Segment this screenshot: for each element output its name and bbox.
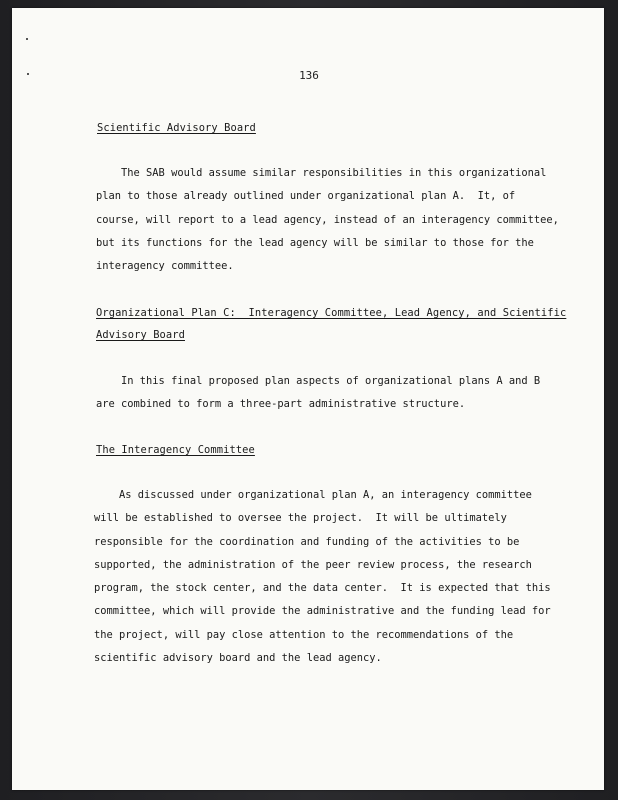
paragraph-line: committee, which will provide the administrative and the funding lead for xyxy=(94,605,551,618)
paragraph-line: scientific advisory board and the lead agency. xyxy=(94,652,382,665)
paragraph-sab xyxy=(96,162,559,278)
paragraph-line: As discussed under organizational plan A, an interagency committee xyxy=(94,489,532,501)
paragraph-line: supported, the administration of the peer review process, the research xyxy=(94,558,532,571)
paragraph-line: but its functions for the lead agency will be similar to those for the xyxy=(96,236,534,249)
paragraph-plan-c xyxy=(96,370,540,417)
paragraph-line: course, will report to a lead agency, instead of an interagency committee, xyxy=(96,213,559,226)
paragraph-line: the project, will pay close attention to the recommendations of the xyxy=(94,628,514,641)
heading-organizational-plan-c-line2: Advisory Board xyxy=(96,329,185,341)
paragraph-interagency-committee xyxy=(94,484,551,670)
page-number: 136 xyxy=(299,69,319,82)
paragraph-line: interagency committee. xyxy=(96,260,234,273)
heading-organizational-plan-c: Organizational Plan C: Interagency Committee, Lead Agency, and Scientific xyxy=(96,307,567,319)
paragraph-line: program, the stock center, and the data center. It is expected that this xyxy=(94,582,551,595)
scan-speck xyxy=(26,38,28,40)
paragraph-line: The SAB would assume similar responsibilities in this organizational xyxy=(96,167,547,179)
paragraph-line: will be established to oversee the project. It will be ultimately xyxy=(94,512,507,525)
paragraph-line: plan to those already outlined under organizational plan A. It, of xyxy=(96,190,516,203)
paragraph-line: responsible for the coordination and funding of the activities to be xyxy=(94,535,520,548)
paragraph-line: In this final proposed plan aspects of organizational plans A and B xyxy=(96,375,541,387)
heading-interagency-committee: The Interagency Committee xyxy=(96,444,255,456)
heading-scientific-advisory-board: Scientific Advisory Board xyxy=(97,122,256,134)
paragraph-line: are combined to form a three-part administrative structure. xyxy=(96,398,466,411)
